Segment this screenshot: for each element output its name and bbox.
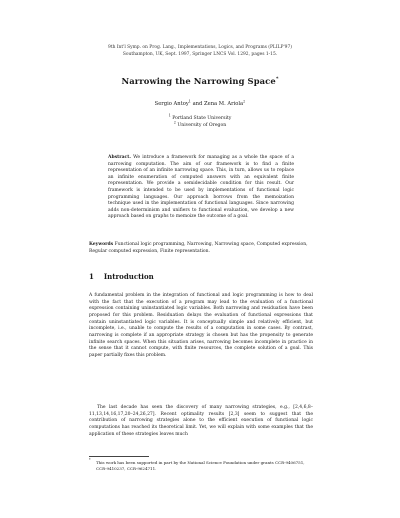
footnote-text: This work has been supported in part by the National Science Foundation under grants CCR-9406751, CCR-9410237, CCR-9624711. [96,460,305,471]
affiliation-1-name: Portland State University [172,116,232,121]
keywords-label: Keywords [89,242,114,247]
affiliation-1 [0,113,400,125]
keywords-text: Functional logic programming, Narrowing, Narrowing space, Computed expression, Regular computed expression, Finite representation. [89,242,308,254]
body-paragraph-1: A fundamental problem in the integration of functional and logic programming is how to deal with the fact that the execution of a program may lead to the evaluation of a functional expression containing uninstantiated logic variables. Both narrowing and residuation have been proposed for this problem. Residuation delays the evaluation of functional expressions that contain uninstantiated logic variables. It is conceptually simple and relatively efficient, but incomplete, i.e., unable to compute the results of a computation in some cases. By contrast, narrowing is complete if an appropriate strategy is chosen but has the propensity to generate infinite search spaces. When this situation arises, narrowing becomes incomplete in practice in the sense that it cannot compute, with finite resources, the complete solution of a goal. This paper partially fixes this problem. [89,293,313,358]
venue-line-1: 9th Int'l Symp. on Prog. Lang., Implementations, Logics, and Programs (PLILP'97) [108,45,292,50]
footnote: * This work has been supported in part by the National Science Foundation under grants CCR-9406751, CCR-9410237, CCR-9624711. [89,460,313,472]
section-title: Introduction [103,272,154,281]
title-footnote-mark: * [275,76,279,83]
body-paragraph-2: The last decade has seen the discovery of many narrowing strategies, e.g., [2,4,6,8–11,13,14,16,17,20–24,26,27]. Recent optimality results [2,3] seem to suggest that the contribution of narrowing strategies alone to the efficient execution of functional logic computations has reached its theoretical limit. Yet, we will explain with some examples that the application of these strategies leaves much [89,405,313,437]
author-line [0,101,400,107]
affiliations [0,115,400,129]
affiliation-2-mark: 2 [173,120,176,125]
abstract [108,155,294,221]
affiliation-1-mark: 1 [168,113,171,118]
abstract-text: We introduce a framework for managing as a whole the space of a narrowing computation. The aim of our framework is to find a finite representation of an infinite narrowing space. This, in turn, allows us to replace an infinite enumeration of computed answers with an equivalent finite representation. We provide a semidecidable condition for this result. Our framework is intended to be used by implementations of functional logic programming languages. Our approach borrows from the memoization technique used in the implementation of functional languages. Since narrowing adds non-determinism and unifiers to functional evaluation, we develop a new approach based on graphs to memoize the outcome of a goal. [108,155,294,220]
author-1-mark: 1 [188,99,191,104]
section-number: 1 [89,272,94,281]
paper-title-block [0,76,400,86]
affiliation-2 [0,122,400,129]
author-1: Sergio Antoy [154,101,189,107]
author-conjunction: and [192,101,203,107]
venue-line-2: Southampton, UK, Sept. 1997, Springer LNCS Vol. 1292, pages 1-15. [122,52,278,57]
venue-header [0,44,400,58]
footnote-rule [89,456,149,457]
author-2: Zena M. Ariola [204,101,244,107]
author-2-mark: 2 [243,99,246,104]
affiliation-2-name: University of Oregon [177,123,227,128]
section-heading [89,272,313,281]
abstract-label: Abstract. [108,155,131,160]
keywords [89,242,313,255]
paper-title: Narrowing the Narrowing Space [121,76,276,86]
